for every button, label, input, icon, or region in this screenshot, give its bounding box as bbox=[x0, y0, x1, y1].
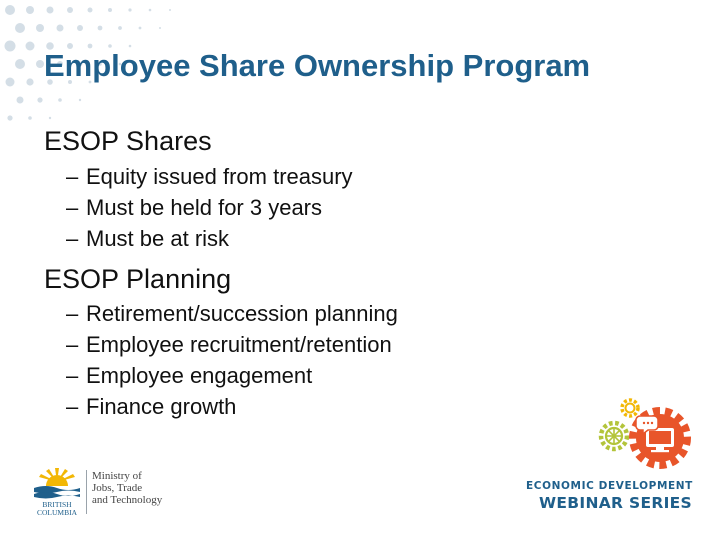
dash-bullet: – bbox=[66, 332, 79, 357]
webinar-logo-line2: WEBINAR SERIES bbox=[539, 494, 692, 512]
list-item bbox=[66, 301, 398, 327]
dash-bullet: – bbox=[66, 226, 79, 251]
ministry-line: Ministry of bbox=[92, 470, 142, 482]
list-item-text: Must be held for 3 years bbox=[86, 195, 323, 220]
dash-bullet: – bbox=[66, 195, 79, 220]
bc-logo-text-1: BRITISH bbox=[42, 500, 72, 509]
ministry-line: and Technology bbox=[92, 494, 163, 506]
list-item-text: Employee recruitment/retention bbox=[86, 332, 392, 357]
dash-bullet: – bbox=[66, 363, 79, 388]
list-item bbox=[66, 226, 229, 252]
bc-logo-text-2: COLUMBIA bbox=[36, 508, 78, 517]
slide-title: Employee Share Ownership Program bbox=[44, 48, 591, 83]
dash-bullet: – bbox=[66, 394, 79, 419]
bc-sun-logo-icon bbox=[26, 462, 88, 518]
list-item bbox=[66, 164, 353, 190]
list-item-text: Retirement/succession planning bbox=[86, 301, 398, 326]
list-item-text: Employee engagement bbox=[86, 363, 313, 388]
gears-icon bbox=[588, 392, 692, 472]
dash-bullet: – bbox=[66, 301, 79, 326]
ministry-line: Jobs, Trade bbox=[92, 482, 143, 494]
list-item bbox=[66, 363, 312, 389]
section-heading-esop-planning: ESOP Planning bbox=[44, 264, 232, 294]
list-item bbox=[66, 394, 236, 420]
webinar-series-logo bbox=[526, 480, 692, 512]
section-heading-esop-shares: ESOP Shares bbox=[44, 126, 212, 156]
list-item-text: Finance growth bbox=[86, 394, 237, 419]
list-item bbox=[66, 195, 322, 221]
list-item-text: Must be at risk bbox=[86, 226, 230, 251]
list-item-text: Equity issued from treasury bbox=[86, 164, 353, 189]
ministry-name bbox=[92, 470, 162, 506]
list-item bbox=[66, 332, 392, 358]
dash-bullet: – bbox=[66, 164, 79, 189]
logo-divider bbox=[86, 470, 87, 514]
webinar-logo-line1: ECONOMIC DEVELOPMENT bbox=[526, 480, 693, 492]
